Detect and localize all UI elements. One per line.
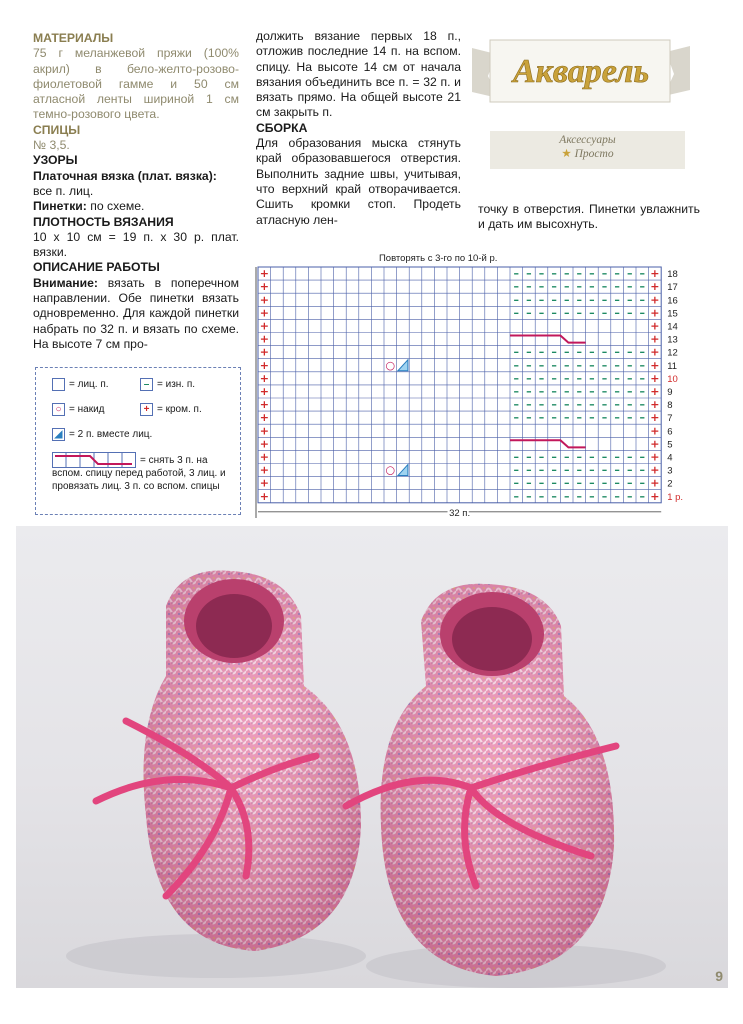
materials-text: 75 г меланжевой пряжи (100% акрил) в бело-желто-розово-фиолетовой гамме и 50 см атласной ленты шириной 1 см темно-розового цвета. [33, 46, 239, 122]
purl-stitch: – [589, 280, 595, 294]
purl-stitch: – [576, 345, 583, 359]
purl-stitch: – [513, 306, 520, 320]
purl-stitch: – [551, 371, 557, 385]
row-number-label: 8 [667, 400, 673, 412]
edge-stitch-right: + [650, 424, 660, 438]
purl-stitch: – [639, 293, 646, 307]
banner-title: Акварель [512, 53, 650, 90]
booties-photo [16, 526, 728, 988]
purl-stitch: – [563, 345, 570, 359]
yarn-over-stitch: ○ [385, 358, 396, 372]
purl-stitch: – [563, 306, 570, 320]
row-number-label: 3 [667, 465, 673, 477]
purl-stitch: – [526, 463, 532, 477]
purl-stitch: – [614, 345, 620, 359]
edge-stitch-right: + [650, 293, 660, 307]
row-number-label: 5 [667, 439, 673, 451]
purl-stitch: – [563, 450, 570, 464]
legend-edge: + = кром. п. [140, 403, 202, 416]
purl-stitch: – [513, 293, 520, 307]
edge-stitch-right: + [650, 384, 660, 398]
purl-stitch: – [551, 358, 557, 372]
left-bootie [144, 570, 362, 951]
purl-stitch: – [551, 306, 557, 320]
purl-stitch: – [551, 384, 557, 398]
purl-stitch: – [589, 489, 595, 503]
page-number: 9 [715, 968, 723, 984]
purl-stitch: – [526, 450, 532, 464]
patterns-heading: УЗОРЫ [33, 153, 78, 168]
knit-symbol-icon [52, 378, 65, 391]
purl-stitch: – [551, 267, 557, 281]
purl-stitch: – [526, 280, 532, 294]
difficulty-label: Просто [574, 148, 614, 160]
description-heading: ОПИСАНИЕ РАБОТЫ [33, 260, 160, 275]
purl-stitch: – [601, 267, 608, 281]
purl-stitch: – [614, 411, 620, 425]
purl-stitch: – [538, 358, 545, 372]
column-middle [256, 29, 461, 228]
purl-stitch: – [538, 476, 545, 490]
edge-stitch-left: + [259, 280, 269, 294]
purl-stitch: – [639, 489, 646, 503]
edge-stitch-left: + [259, 437, 269, 451]
purl-stitch: – [526, 398, 532, 412]
purl-stitch: – [576, 476, 583, 490]
purl-stitch: – [576, 358, 583, 372]
needles-heading: СПИЦЫ [33, 122, 81, 137]
purl-stitch: – [589, 411, 595, 425]
edge-stitch-right: + [650, 280, 660, 294]
edge-stitch-symbol-icon: + [140, 403, 153, 416]
purl-stitch: – [563, 293, 570, 307]
purl-stitch: – [526, 371, 532, 385]
assembly-heading: СБОРКА [256, 120, 308, 135]
purl-stitch: – [589, 345, 595, 359]
knitting-chart-svg [255, 250, 705, 518]
purl-stitch: – [551, 345, 557, 359]
purl-stitch: – [563, 384, 570, 398]
purl-stitch: – [626, 476, 633, 490]
row-number-label: 16 [667, 295, 678, 307]
purl-stitch: – [614, 384, 620, 398]
purl-stitch: – [626, 371, 633, 385]
edge-stitch-left: + [259, 424, 269, 438]
purl-stitch: – [589, 463, 595, 477]
purl-stitch: – [601, 306, 608, 320]
purl-stitch: – [513, 398, 520, 412]
purl-stitch: – [626, 398, 633, 412]
edge-stitch-left: + [259, 306, 269, 320]
purl-stitch: – [626, 293, 633, 307]
yarn-over-stitch: ○ [385, 463, 396, 477]
purl-stitch: – [513, 489, 520, 503]
column-right [478, 202, 700, 233]
edge-stitch-right: + [650, 476, 660, 490]
purl-stitch: – [601, 476, 608, 490]
purl-stitch: – [589, 267, 595, 281]
purl-stitch: – [513, 476, 520, 490]
row-number-label: 7 [667, 413, 673, 425]
row-number-label: 10 [667, 373, 678, 385]
purl-stitch: – [626, 267, 633, 281]
purl-stitch: – [639, 450, 646, 464]
edge-stitch-right: + [650, 371, 660, 385]
purl-stitch: – [576, 411, 583, 425]
purl-stitch: – [526, 358, 532, 372]
edge-stitch-left: + [259, 489, 269, 503]
edge-stitch-right: + [650, 463, 660, 477]
purl-stitch: – [576, 384, 583, 398]
purl-stitch: – [601, 345, 608, 359]
purl-stitch: – [639, 358, 646, 372]
purl-stitch: – [563, 398, 570, 412]
purl-stitch: – [639, 306, 646, 320]
purl-stitch: – [589, 398, 595, 412]
purl-stitch: – [576, 371, 583, 385]
purl-stitch: – [614, 267, 620, 281]
purl-stitch: – [563, 358, 570, 372]
edge-stitch-right: + [650, 489, 660, 503]
purl-stitch: – [513, 450, 520, 464]
purl-stitch: – [563, 267, 570, 281]
purl-stitch: – [614, 371, 620, 385]
purl-stitch: – [601, 463, 608, 477]
purl-stitch: – [538, 345, 545, 359]
purl-stitch: – [551, 293, 557, 307]
row-number-label: 1 р. [667, 491, 684, 503]
purl-stitch: – [576, 280, 583, 294]
edge-stitch-right: + [650, 450, 660, 464]
edge-stitch-right: + [650, 306, 660, 320]
purl-stitch: – [526, 489, 532, 503]
category-label: Аксессуары [559, 134, 616, 146]
purl-stitch: – [563, 280, 570, 294]
row-number-label: 9 [667, 386, 673, 398]
purl-stitch: – [601, 411, 608, 425]
purl-stitch: – [601, 280, 608, 294]
purl-stitch: – [513, 463, 520, 477]
purl-stitch: – [551, 476, 557, 490]
purl-stitch: – [538, 306, 545, 320]
purl-stitch: – [626, 280, 633, 294]
purl-stitch: – [614, 306, 620, 320]
purl-stitch: – [626, 345, 633, 359]
materials-heading: МАТЕРИАЛЫ [33, 31, 114, 45]
purl-stitch: – [513, 267, 520, 281]
row-number-label: 15 [667, 308, 678, 320]
purl-stitch: – [626, 358, 633, 372]
edge-stitch-left: + [259, 358, 269, 372]
row-number-label: 6 [667, 426, 673, 438]
purl-stitch: – [538, 450, 545, 464]
edge-stitch-right: + [650, 345, 660, 359]
edge-stitch-right: + [650, 437, 660, 451]
purl-stitch: – [639, 463, 646, 477]
row-number-label: 2 [667, 478, 673, 490]
legend-cable-text: = снять 3 п. на вспом. спицу перед работой, 3 лиц. и провязать лиц. 3 п. со вспом. спицы [52, 455, 226, 492]
purl-stitch: – [513, 384, 520, 398]
purl-stitch: – [513, 345, 520, 359]
edge-stitch-left: + [259, 293, 269, 307]
purl-stitch: – [639, 411, 646, 425]
purl-stitch: – [639, 476, 646, 490]
edge-stitch-left: + [259, 371, 269, 385]
yarn-over-symbol-icon: ○ [52, 403, 65, 416]
star-icon: ★ [561, 148, 572, 160]
purl-stitch: – [563, 463, 570, 477]
edge-stitch-right: + [650, 398, 660, 412]
purl-stitch: – [551, 450, 557, 464]
chart-legend [35, 367, 241, 515]
purl-stitch: – [538, 411, 545, 425]
edge-stitch-right: + [650, 332, 660, 346]
description-continued: должить вязание первых 18 п., отложив последние 14 п. на вспом. спицу. На высоте 14 см от начала вязания объединить все п. = 32 п. и вязать прямо. На общей высоте 21 см закрыть п. [256, 29, 461, 120]
assembly-continued: точку в отверстия. Пинетки увлажнить и дать им высохнуть. [478, 202, 700, 232]
purl-stitch: – [563, 371, 570, 385]
legend-yarn-over: ○ = накид [52, 403, 105, 416]
purl-stitch: – [589, 450, 595, 464]
purl-stitch: – [513, 411, 520, 425]
legend-knit: = лиц. п. [52, 378, 109, 391]
needles-text: № 3,5. [33, 138, 70, 153]
purl-stitch: – [614, 398, 620, 412]
purl-stitch: – [563, 411, 570, 425]
purl-stitch: – [614, 463, 620, 477]
purl-stitch: – [614, 476, 620, 490]
purl-stitch: – [551, 489, 557, 503]
purl-stitch: – [551, 463, 557, 477]
legend-k2tog: ◢ = 2 п. вместе лиц. [52, 428, 152, 441]
purl-stitch: – [614, 489, 620, 503]
edge-stitch-left: + [259, 398, 269, 412]
purl-stitch: – [538, 489, 545, 503]
purl-stitch: – [538, 371, 545, 385]
purl-stitch: – [589, 293, 595, 307]
purl-stitch: – [626, 411, 633, 425]
k2tog-symbol-icon: ◢ [52, 428, 65, 441]
purl-stitch: – [614, 358, 620, 372]
purl-stitch: – [526, 345, 532, 359]
legend-purl: – = изн. п. [140, 378, 195, 391]
purl-stitch: – [526, 267, 532, 281]
purl-stitch: – [538, 384, 545, 398]
purl-stitch: – [614, 450, 620, 464]
difficulty-row [490, 146, 685, 160]
purl-stitch: – [526, 384, 532, 398]
purl-stitch: – [576, 293, 583, 307]
purl-stitch: – [576, 489, 583, 503]
purl-stitch: – [626, 384, 633, 398]
row-number-label: 13 [667, 334, 678, 346]
purl-stitch: – [639, 345, 646, 359]
edge-stitch-left: + [259, 450, 269, 464]
purl-stitch: – [526, 411, 532, 425]
row-number-label: 17 [667, 282, 678, 294]
booties-pattern-desc: Пинетки: по схеме. [33, 199, 145, 214]
column-left [33, 31, 239, 352]
edge-stitch-left: + [259, 476, 269, 490]
purl-stitch: – [601, 489, 608, 503]
garter-stitch-desc: Платочная вязка (плат. вязка): все п. лиц. [33, 168, 217, 198]
edge-stitch-right: + [650, 411, 660, 425]
chart-repeat-label: Повторять с 3-го по 10-й р. [378, 253, 498, 264]
purl-stitch: – [576, 306, 583, 320]
purl-stitch: – [614, 280, 620, 294]
edge-stitch-right: + [650, 267, 660, 281]
chart-width-label: 32 п. [449, 507, 471, 518]
edge-stitch-right: + [650, 358, 660, 372]
section-banner [470, 36, 692, 108]
edge-stitch-left: + [259, 384, 269, 398]
purl-stitch: – [576, 450, 583, 464]
purl-stitch: – [626, 306, 633, 320]
purl-stitch: – [601, 358, 608, 372]
purl-stitch: – [513, 371, 520, 385]
row-number-label: 18 [667, 269, 678, 281]
purl-stitch: – [589, 306, 595, 320]
purl-stitch: – [538, 293, 545, 307]
purl-stitch: – [626, 450, 633, 464]
gauge-text: 10 х 10 см = 19 п. х 30 р. плат. вязки. [33, 229, 239, 260]
purl-stitch: – [563, 489, 570, 503]
row-number-label: 12 [667, 347, 678, 359]
purl-stitch: – [639, 280, 646, 294]
edge-stitch-left: + [259, 319, 269, 333]
purl-stitch: – [639, 267, 646, 281]
purl-stitch: – [614, 293, 620, 307]
purl-stitch: – [639, 384, 646, 398]
purl-stitch: – [538, 280, 545, 294]
purl-stitch: – [639, 398, 646, 412]
purl-stitch: – [538, 463, 545, 477]
purl-stitch: – [589, 384, 595, 398]
purl-stitch: – [551, 280, 557, 294]
purl-stitch: – [526, 306, 532, 320]
purl-stitch: – [526, 476, 532, 490]
purl-stitch: – [576, 463, 583, 477]
purl-stitch: – [639, 371, 646, 385]
purl-stitch: – [576, 267, 583, 281]
purl-stitch: – [513, 358, 520, 372]
purl-stitch: – [589, 371, 595, 385]
row-number-label: 4 [667, 452, 673, 464]
purl-stitch: – [589, 476, 595, 490]
edge-stitch-left: + [259, 411, 269, 425]
purl-stitch: – [601, 371, 608, 385]
booties-illustration [16, 526, 728, 988]
purl-stitch: – [563, 476, 570, 490]
purl-stitch: – [601, 293, 608, 307]
purl-stitch: – [576, 398, 583, 412]
ribbon-graphic [470, 36, 692, 108]
row-number-label: 11 [667, 360, 678, 372]
knitting-chart [255, 250, 705, 518]
purl-stitch: – [626, 489, 633, 503]
edge-stitch-left: + [259, 332, 269, 346]
purl-stitch: – [626, 463, 633, 477]
purl-stitch: – [551, 398, 557, 412]
edge-stitch-left: + [259, 267, 269, 281]
purl-stitch: – [601, 384, 608, 398]
edge-stitch-left: + [259, 345, 269, 359]
category-badge [490, 131, 685, 169]
purl-symbol-icon: – [140, 378, 153, 391]
purl-stitch: – [601, 398, 608, 412]
purl-stitch: – [601, 450, 608, 464]
purl-stitch: – [526, 293, 532, 307]
row-number-label: 14 [667, 321, 678, 333]
assembly-text: Для образования мыска стянуть край образовавшегося отверстия. Выполнить задние швы, учитывая, что верхний край отворачивается. Сшить кромки стоп. Продеть атласную лен- [256, 136, 461, 227]
description-text: Внимание: вязать в поперечном направлении. Обе пинетки вязать одновременно. Для каждой пинетки набрать по 32 п. и вязать по схеме. На высоте 7 см про- [33, 275, 239, 351]
gauge-heading: ПЛОТНОСТЬ ВЯЗАНИЯ [33, 214, 174, 229]
purl-stitch: – [551, 411, 557, 425]
purl-stitch: – [513, 280, 520, 294]
purl-stitch: – [589, 358, 595, 372]
purl-stitch: – [538, 398, 545, 412]
edge-stitch-right: + [650, 319, 660, 333]
purl-stitch: – [538, 267, 545, 281]
edge-stitch-left: + [259, 463, 269, 477]
